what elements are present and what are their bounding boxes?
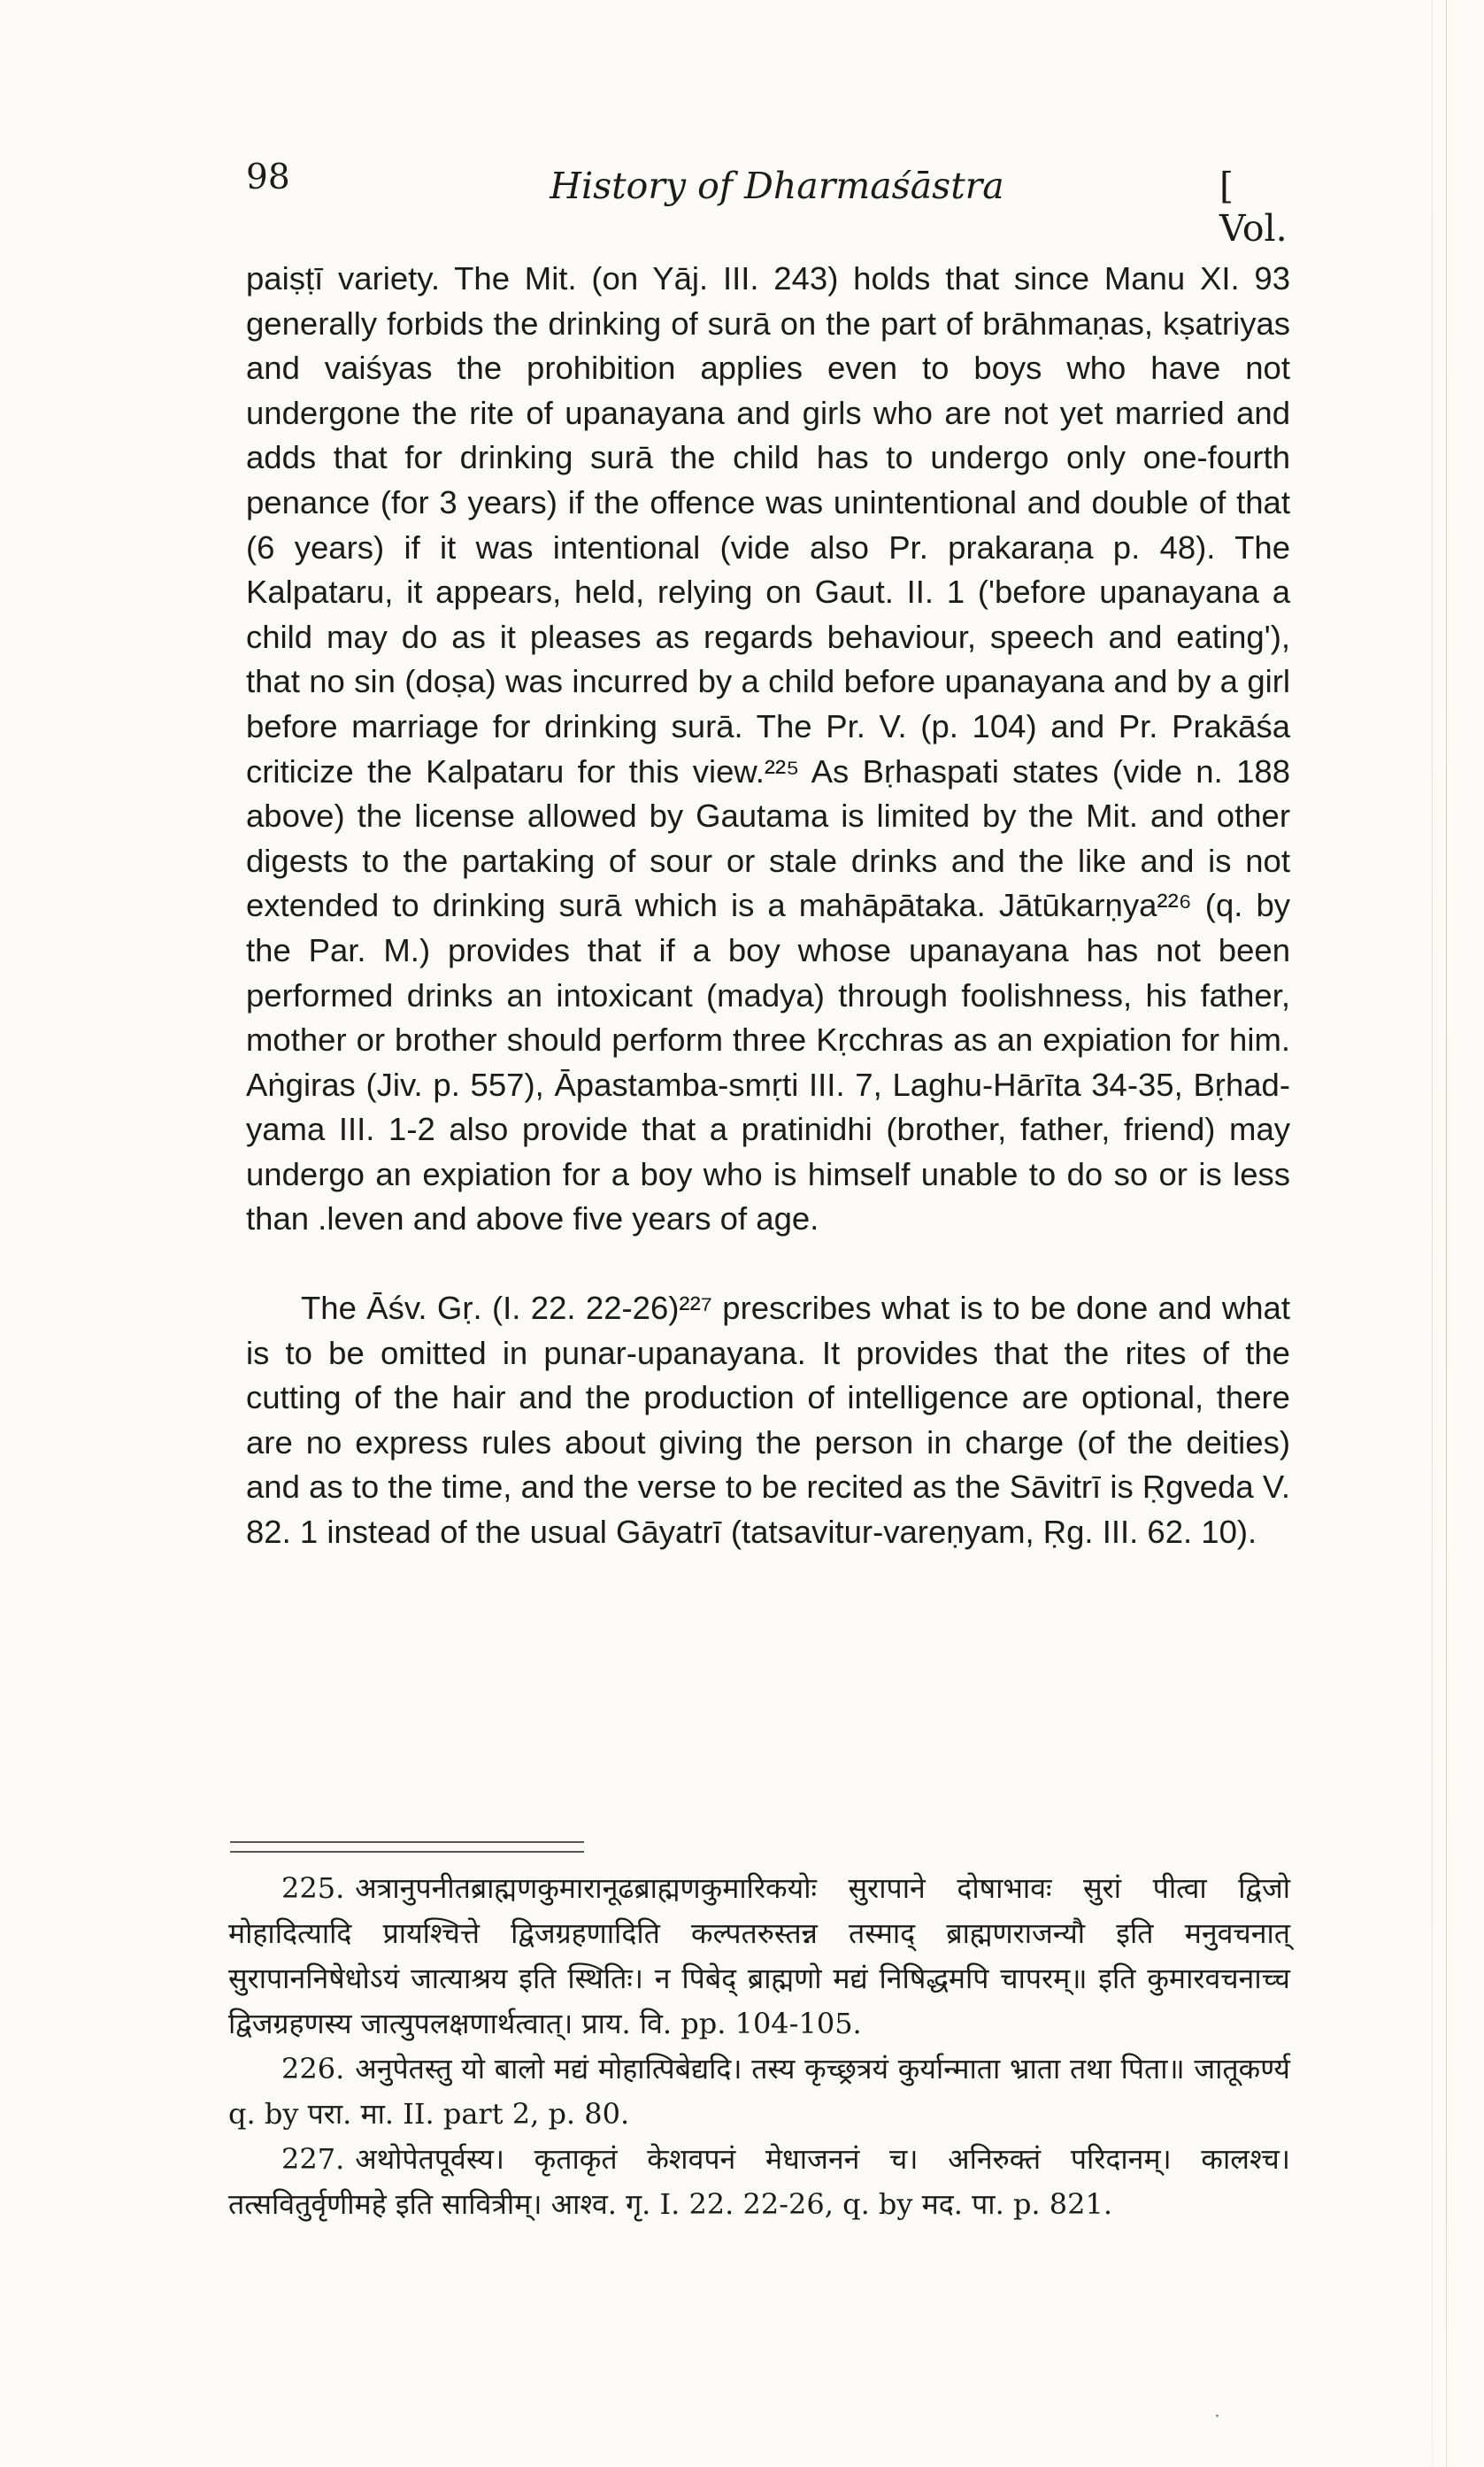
footnote-225 bbox=[228, 1866, 1290, 2047]
footnote-number: 227. bbox=[281, 2142, 345, 2176]
footnote-227 bbox=[228, 2137, 1290, 2227]
page-header bbox=[246, 158, 1290, 250]
page-end-mark: · bbox=[1214, 2406, 1220, 2428]
volume-mark: [ Vol. bbox=[1219, 165, 1288, 250]
footnote-text: अथोपेतपूर्वस्य। कृताकृतं केशवपनं मेधाजननं च। अनिरुक्तं परिदानम्। कालश्च। तत्सवितुर्वृणीमहे इति सावित्रीम्। आश्व. गृ. I. 22. 22-26, q. by मद. पा. p. 821. bbox=[228, 2142, 1290, 2221]
body-paragraph-2: The Āśv. Gṛ. (I. 22. 22-26)²²⁷ prescribes what is to be done and what is to be omitted in punar-upanayana. It provides that the rites of the cutting of the hair and the production of intelligence are optional, there are no express rules about giving the person in charge (of the deities) and as to the time, and the verse to be recited as the Sāvitrī is Ṛgveda V. 82. 1 instead of the usual Gāyatrī (tatsavitur-vareṇyam, Ṛg. III. 62. 10). bbox=[246, 1290, 1290, 1551]
footnote-separator bbox=[230, 1841, 584, 1853]
running-title: History of Dharmaśāstra bbox=[550, 165, 1004, 207]
footnotes bbox=[228, 1866, 1290, 2227]
page-edge-line bbox=[1446, 0, 1447, 2467]
main-text bbox=[246, 257, 1290, 1555]
page-edge-shadow bbox=[1432, 0, 1433, 2467]
footnote-number: 225. bbox=[281, 1871, 345, 1905]
footnote-text: अत्रानुपनीतब्राह्मणकुमारानूढब्राह्मणकुमारिकयोः सुरापाने दोषाभावः सुरां पीत्वा द्विजो मोहादित्यादि प्रायश्चित्ते द्विजग्रहणादिति कल्पतरुस्तन्न तस्माद् ब्राह्मणराजन्यौ इति मनुवचनात् सुरापाननिषेधोऽयं जात्याश्रय इति स्थितिः। न पिबेद् ब्राह्मणो मद्यं निषिद्धमपि चापरम्॥ इति कुमारवचनाच्च द्विजग्रहणस्य जात्युपलक्षणार्थत्वात्। प्राय. वि. pp. 104-105. bbox=[228, 1871, 1290, 2040]
footnote-number: 226. bbox=[281, 2052, 345, 2085]
footnote-text: अनुपेतस्तु यो बालो मद्यं मोहात्पिबेद्यदि। तस्य कृच्छ्रत्रयं कुर्यान्माता भ्राता तथा पिता॥ जातूकर्ण्य q. by परा. मा. II. part 2, p. 80. bbox=[228, 2052, 1290, 2131]
body-paragraph-1: paiṣṭī variety. The Mit. (on Yāj. III. 243) holds that since Manu XI. 93 generally forbids the drinking of surā on the part of brāhmaṇas, kṣatriyas and vaiśyas the prohibition applies even to boys who have not undergone the rite of upanayana and girls who are not yet married and adds that for drinking surā the child has to undergo only one-fourth penance (for 3 years) if the offence was unintentional and double of that (6 years) if it was intentional (vide also Pr. prakaraṇa p. 48). The Kalpataru, it appears, held, relying on Gaut. II. 1 ('before upanayana a child may do as it pleases as regards behaviour, speech and eating'), that no sin (doṣa) was incurred by a child before upanayana and by a girl before marriage for drinking surā. The Pr. V. (p. 104) and Pr. Prakāśa criticize the Kalpataru for this view.²²⁵ As Bṛhaspati states (vide n. 188 above) the license allowed by Gautama is limited by the Mit. and other digests to the partaking of sour or stale drinks and the like and is not extended to drinking surā which is a mahāpātaka. Jātūkarṇya²²⁶ (q. by the Par. M.) provides that if a boy whose upanayana has not been performed drinks an intoxicant (madya) through foolishness, his father, mother or brother should perform three Kṛcchras as an expiation for him. Aṅgiras (Jiv. p. 557), Āpastamba-smṛti III. 7, Laghu-Hārīta 34-35, Bṛhad-yama III. 1-2 also provide that a pratinidhi (brother, father, friend) may undergo an expiation for a boy who is himself unable to do so or is less than .leven and above five years of age. bbox=[246, 260, 1290, 1237]
footnote-226 bbox=[228, 2047, 1290, 2137]
page-number: 98 bbox=[246, 158, 290, 197]
